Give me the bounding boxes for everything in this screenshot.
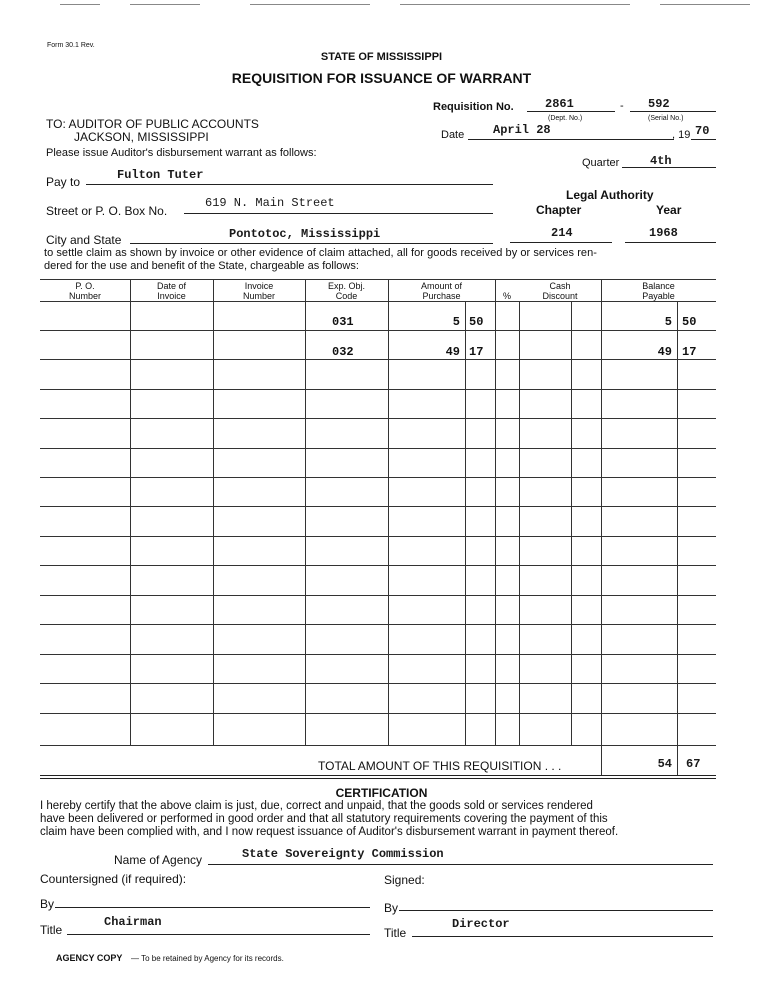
agency-value: State Sovereignty Commission bbox=[242, 847, 444, 861]
certification-title: CERTIFICATION bbox=[335, 786, 428, 800]
table-row-2-amount-cents: 17 bbox=[469, 345, 484, 359]
serial-caption: (Serial No.) bbox=[648, 115, 684, 122]
title-label-right: Title bbox=[384, 926, 407, 940]
signed-label: Signed: bbox=[384, 873, 425, 887]
quarter-label: Quarter bbox=[582, 157, 620, 169]
pay-to-label: Pay to bbox=[46, 175, 81, 189]
settle-text-2: dered for the use and benefit of the State, chargeable as follows: bbox=[44, 260, 359, 272]
legal-year-value: 1968 bbox=[649, 226, 678, 240]
year-prefix: , 19 bbox=[672, 129, 691, 141]
charges-table bbox=[40, 279, 716, 746]
addressee-line1: TO: AUDITOR OF PUBLIC ACCOUNTS bbox=[46, 117, 259, 131]
dept-caption: (Dept. No.) bbox=[548, 115, 583, 122]
retain-text: — To be retained by Agency for its records. bbox=[131, 954, 284, 963]
certification-line-3: claim have been complied with, and I now request issuance of Auditor's disbursement warrant in payment thereof. bbox=[40, 826, 619, 838]
header-date-of-invoice: Date of Invoice bbox=[156, 281, 187, 301]
agency-copy-label: AGENCY COPY bbox=[56, 953, 123, 963]
table-row-1-code: 031 bbox=[332, 315, 354, 329]
date-label: Date bbox=[441, 129, 465, 141]
table-row-1-balance-cents: 50 bbox=[682, 315, 697, 329]
by-label-left: By bbox=[40, 897, 55, 911]
table-row-1-balance-dollars: 5 bbox=[664, 315, 672, 329]
dept-number-value: 2861 bbox=[545, 97, 574, 111]
pay-to-value: Fulton Tuter bbox=[117, 168, 204, 182]
chapter-label: Chapter bbox=[536, 203, 582, 217]
requisition-label: Requisition No. bbox=[433, 101, 514, 113]
street-value: 619 N. Main Street bbox=[205, 196, 335, 210]
city-value: Pontotoc, Mississippi bbox=[229, 227, 381, 241]
certification-line-2: have been delivered or performed in good order and that all statutory requirements covering the payment of this bbox=[40, 813, 608, 825]
year-value: 70 bbox=[695, 124, 710, 138]
title-right-value: Director bbox=[452, 917, 510, 931]
title-label-left: Title bbox=[40, 923, 63, 937]
form-title: REQUISITION FOR ISSUANCE OF WARRANT bbox=[231, 70, 532, 86]
title-left-value: Chairman bbox=[104, 915, 162, 929]
agency-label: Name of Agency bbox=[114, 853, 203, 867]
requisition-dash: - bbox=[620, 100, 624, 112]
year-label: Year bbox=[656, 203, 682, 217]
header-po-number: P. O. Number bbox=[68, 281, 101, 301]
header-invoice-number: Invoice Number bbox=[242, 281, 275, 301]
city-label: City and State bbox=[46, 233, 122, 247]
table-row-1-amount-dollars: 5 bbox=[452, 315, 460, 329]
legal-authority-label: Legal Authority bbox=[566, 188, 654, 202]
settle-text-1: to settle claim as shown by invoice or other evidence of claim attached, all for goods received by or services ren- bbox=[44, 247, 597, 259]
header-balance-payable: Balance Payable bbox=[642, 281, 675, 301]
header-percent: % bbox=[502, 291, 511, 301]
certification-line-1: I hereby certify that the above claim is just, due, correct and unpaid, that the goods sold or services rendered bbox=[40, 800, 593, 812]
table-row-2-code: 032 bbox=[332, 345, 354, 359]
date-value: April 28 bbox=[493, 123, 551, 137]
table-row-1-amount-cents: 50 bbox=[469, 315, 484, 329]
header-cash-discount: Cash Discount bbox=[542, 281, 578, 301]
chapter-value: 214 bbox=[551, 226, 573, 240]
header-amount-of-purchase: Amount of Purchase bbox=[420, 281, 463, 301]
addressee-line2: JACKSON, MISSISSIPPI bbox=[74, 130, 209, 144]
form-number: Form 30.1 Rev. bbox=[47, 42, 95, 49]
state-heading: STATE OF MISSISSIPPI bbox=[320, 51, 443, 63]
quarter-value: 4th bbox=[650, 154, 672, 168]
table-row-2-amount-dollars: 49 bbox=[445, 345, 460, 359]
countersigned-label: Countersigned (if required): bbox=[40, 872, 187, 886]
serial-number-value: 592 bbox=[648, 97, 670, 111]
issue-instruction: Please issue Auditor's disbursement warrant as follows: bbox=[46, 147, 317, 159]
street-label: Street or P. O. Box No. bbox=[46, 204, 168, 218]
table-row-2-balance-cents: 17 bbox=[682, 345, 697, 359]
header-exp-obj-code: Exp. Obj. Code bbox=[327, 281, 365, 301]
table-row-2-balance-dollars: 49 bbox=[657, 345, 672, 359]
by-label-right: By bbox=[384, 901, 399, 915]
total-dollars: 54 bbox=[657, 757, 672, 771]
total-label: TOTAL AMOUNT OF THIS REQUISITION . . . bbox=[318, 759, 562, 773]
total-cents: 67 bbox=[686, 757, 701, 771]
